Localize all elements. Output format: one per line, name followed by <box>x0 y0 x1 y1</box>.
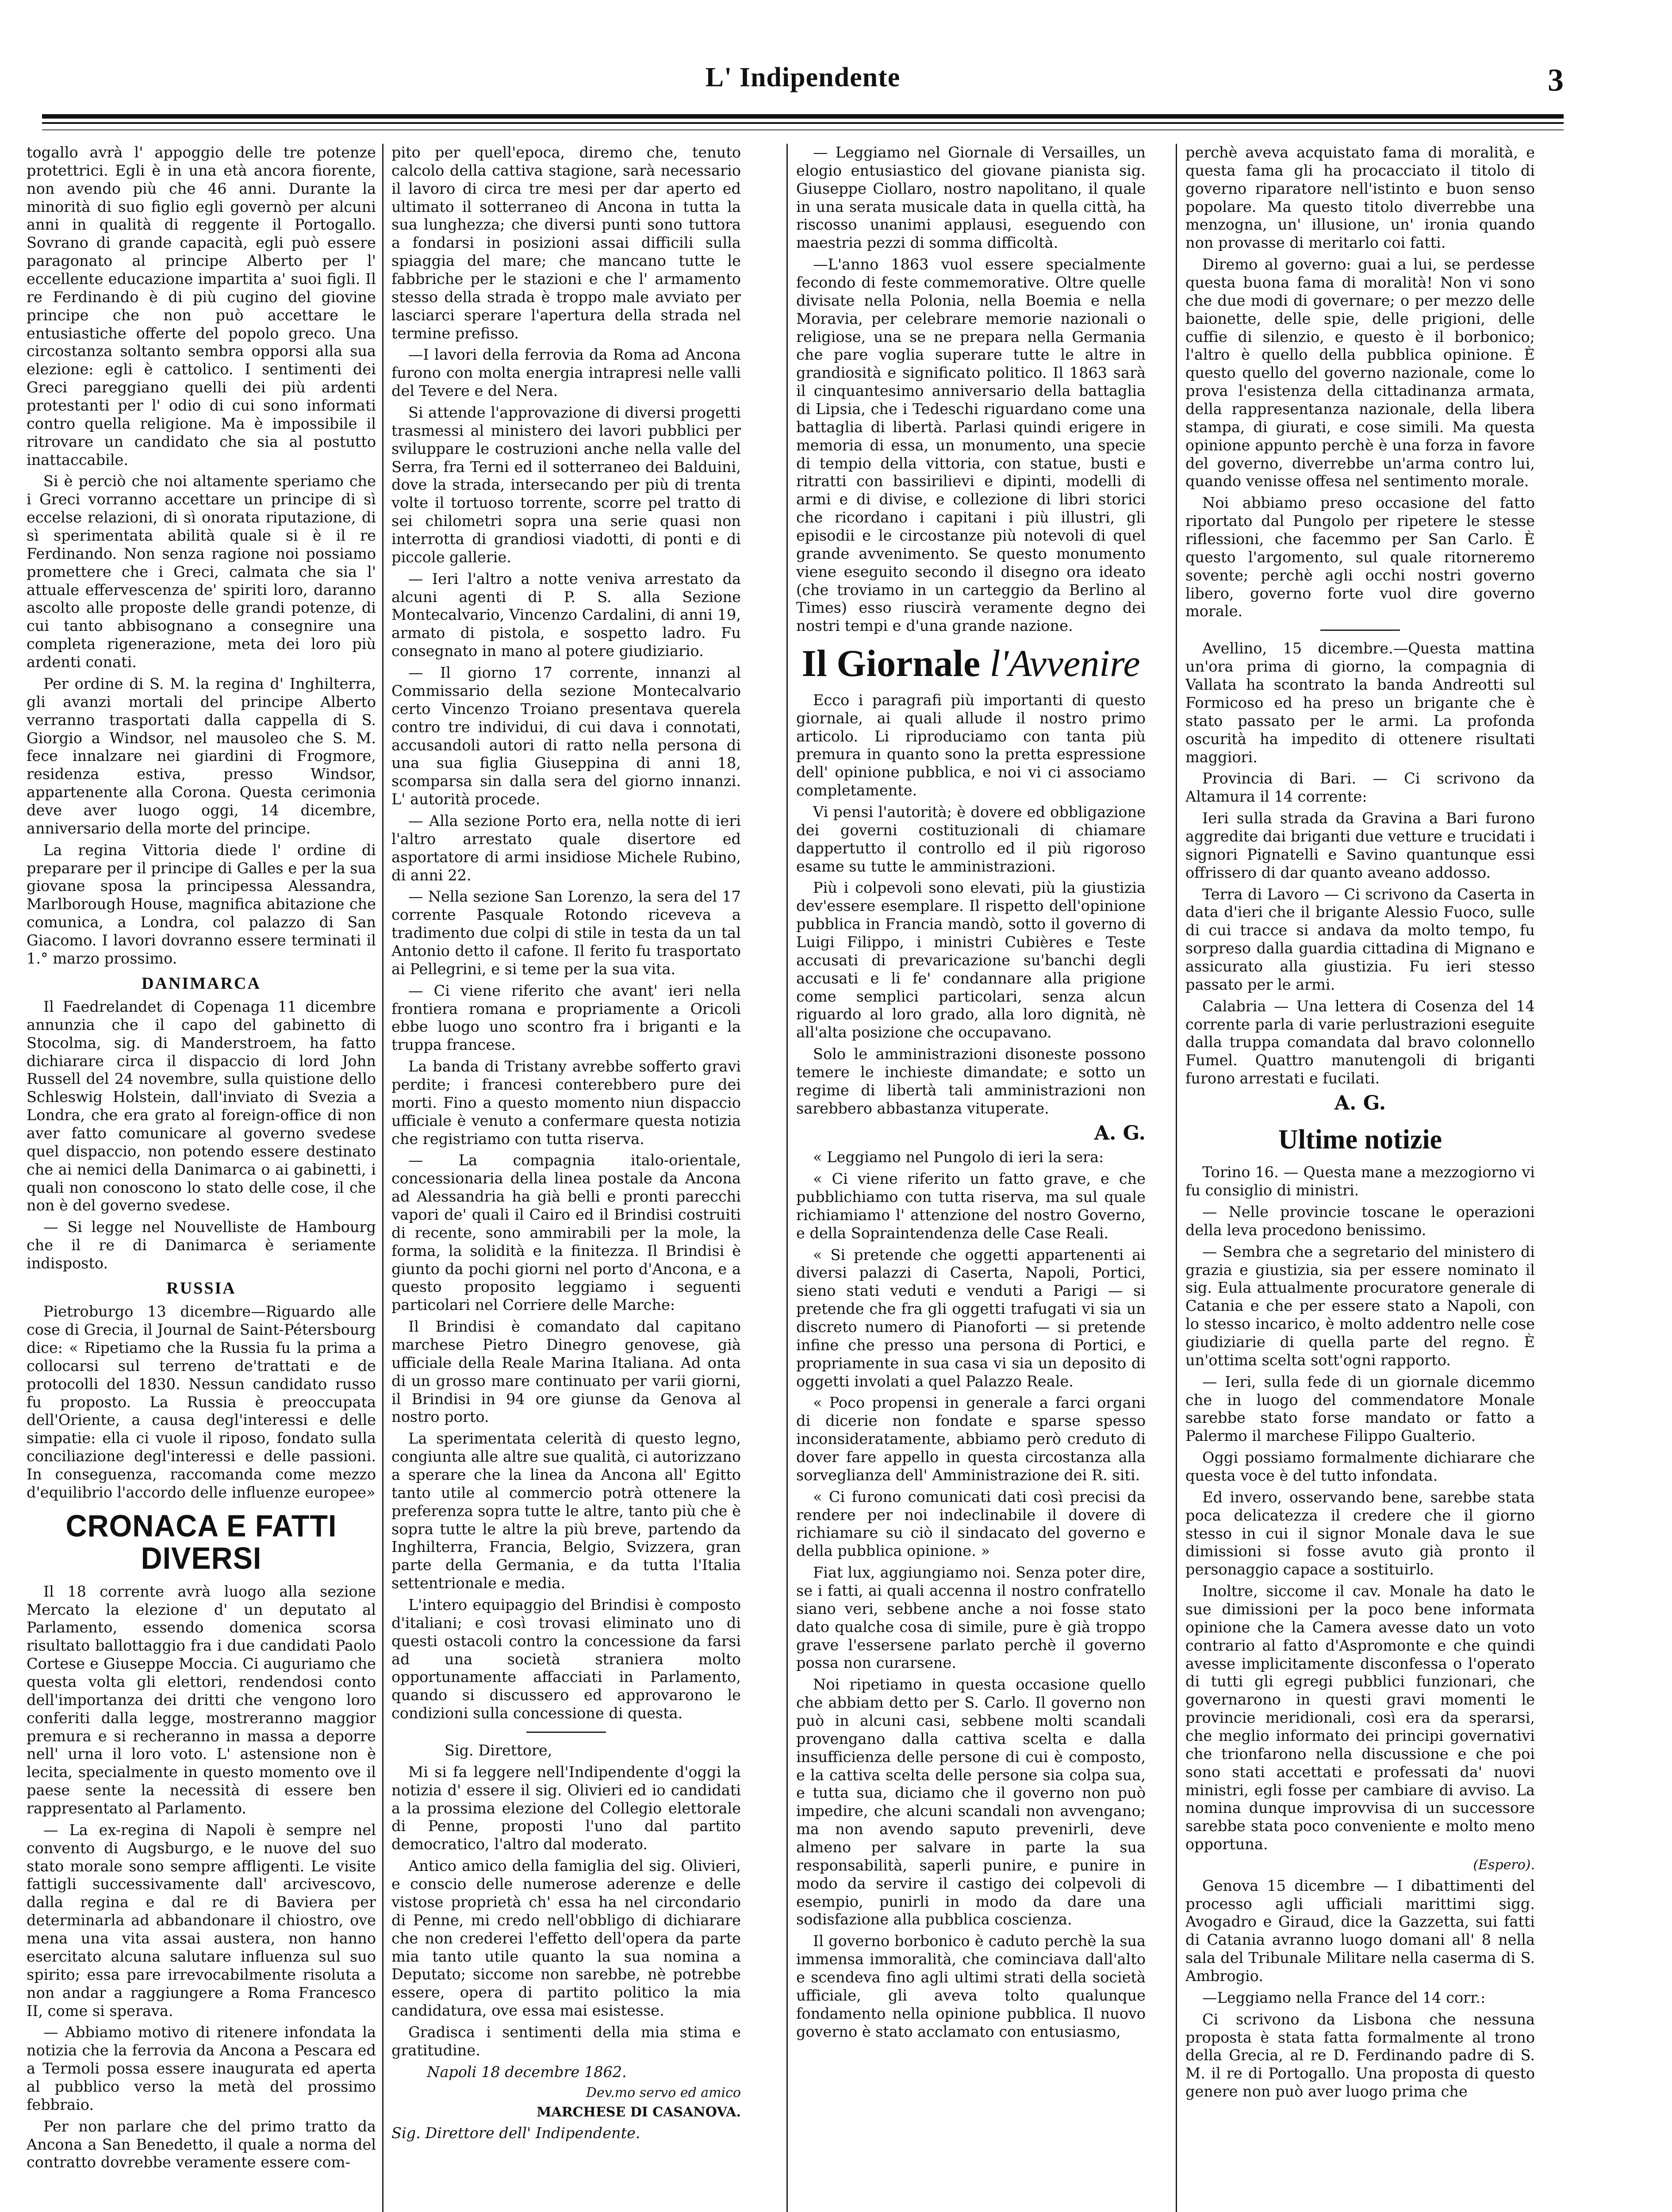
paper-title: L' Indipendente <box>705 62 901 92</box>
article-paragraph: — Sembra che a segretario del ministero di grazia e giustizia, sia per essere nominato il sig. Eula attualmente procuratore generale di Catania e che per essere stato a Napoli, con lo stesso incarico, è molto addentro nelle cose giudiziarie di quella parte del regno. È un'ottima scelta sott'ogni rapporto. <box>1185 1243 1535 1369</box>
article-paragraph: — Nelle provincie toscane le operazioni della leva procedono benissimo. <box>1185 1203 1535 1239</box>
masthead <box>42 53 1564 115</box>
section-heading-ultime-notizie: Ultime notizie <box>1278 1124 1442 1155</box>
article-paragraph: « Ci viene riferito un fatto grave, e che pubblichiamo con tutta riserva, ma sul quale richiamiamo l' attenzione del nostro Governo, e della Sopraintendenza delle Case Reali. <box>796 1170 1146 1242</box>
column-3 <box>796 144 1146 2212</box>
author-signature: A. G. <box>1334 1091 1386 1114</box>
letter-closing: Dev.mo servo ed amico <box>586 2085 741 2101</box>
article-paragraph: « Poco propensi in generale a farci organi di dicerie non fondate e sparse spesso inconsideratamente, abbiamo però creduto di dover fare appello in questa circostanza alla sorveglianza dell' Amministrazione dei R. siti. <box>796 1394 1146 1484</box>
article-paragraph: —I lavori della ferrovia da Roma ad Ancona furono con molta energia intrapresi nelle valli del Tevere e del Nera. <box>391 346 741 400</box>
article-paragraph: — Ci viene riferito che avant' ieri nella frontiera romana e propriamente a Oricoli ebbe luogo uno scontro fra i briganti e la truppa francese. <box>391 982 741 1054</box>
article-paragraph: — La ex-regina di Napoli è sempre nel convento di Augsburgo, e le nuove del suo stato morale sono sempre affligenti. Le visite fattigli successivamente dall' arcivescovo, dalla regina e dal re di Baviera per determinarla ad abbandonare il chiostro, ove mena una vita assai austera, non hanno esercitato alcuna salutare influenza sul suo spirito; essa pare irrevocabilmente risoluta a non andar a raggiungere a Roma Francesco II, come si sperava. <box>27 1821 376 2020</box>
article-paragraph: — Abbiamo motivo di ritenere infondata la notizia che la ferrovia da Ancona a Pescara ed a Termoli possa essere inaugurata ed aperta al pubblico verso la metà del prossimo febbraio. <box>27 2024 376 2113</box>
article-paragraph: La regina Vittoria diede l' ordine di preparare per il principe di Galles e per la sua giovane sposa la principessa Alessandra, Marlborough House, magnifica abitazione che comunica, a Londra, col palazzo di San Giacomo. I lavori dovranno essere terminati il 1.° marzo prossimo. <box>27 841 376 967</box>
article-paragraph: Fiat lux, aggiungiamo noi. Senza poter dire, se i fatti, ai quali accenna il nostro confratello siano veri, sebbene anche a noi fosse stato dato qualche cosa di simile, pure è già troppo grave l'essersene parlato perchè il governo possa non curarsene. <box>796 1564 1146 1672</box>
separator-rule <box>526 1732 606 1733</box>
article-paragraph: Ci scrivono da Lisbona che nessuna proposta è stata fatta formalmente al trono della Grecia, al re D. Ferdinando padre di S. M. il re di Portogallo. Una proposta di questo genere non può aver luogo prima che <box>1185 2010 1535 2101</box>
letter-paragraph: Mi si fa leggere nell'Indipendente d'oggi la notizia d' essere il sig. Olivieri ed io candidati a la prossima elezione del Collegio elettorale di Penne, proposti l'uno dal partito democratico, l'altro dal moderato. <box>391 1763 741 1853</box>
author-signature: A. G. <box>1094 1121 1146 1144</box>
article-paragraph: Pietroburgo 13 dicembre—Riguardo alle cose di Grecia, il Journal de Saint-Pétersbourg dice: « Ripetiamo che la Russia fu la prima a collocarsi sul terreno de'trattati e de protocolli del 1830. Nessun candidato russo fu proposto. La Russia è preoccupata dell'Oriente, a causa degl'interessi e delle simpatie: ella ci vuole il riposo, fondato sulla conciliazione degl'interessi e delle passioni. In conseguenza, raccomanda come mezzo d'equilibrio l'accordo delle influenze europee» <box>27 1303 376 1501</box>
letter-signer: MARCHESE DI CASANOVA. <box>537 2104 741 2120</box>
article-paragraph: Ecco i paragrafi più importanti di questo giornale, ai quali allude il nostro primo articolo. Li riproduciamo con tanta più premura in quanto sono la pretta espressione dell' opinione pubblica, e noi vi ci associamo completamente. <box>796 691 1146 799</box>
article-paragraph: Più i colpevoli sono elevati, più la giustizia dev'essere esemplare. Il rispetto dell'opinione pubblica in Francia mandò, sotto il governo di Luigi Filippo, i ministri Cubières e Teste accusati di prevaricazione su'banchi degli accusati e li fe' condannare alla prigione come semplici particolari, senza alcun riguardo al loro grado, alla loro dignità, nè all'alta posizione che occupavano. <box>796 879 1146 1041</box>
section-heading-cronaca: CRONACA E FATTI DIVERSI <box>65 1508 337 1576</box>
article-paragraph: Il Brindisi è comandato dal capitano marchese Pietro Dinegro genovese, già ufficiale della Reale Marina Italiana. Ad onta di un grosso mare continuato per varii giorni, il Brindisi in 94 ore giunse da Genova al nostro porto. <box>391 1318 741 1426</box>
column-divider <box>1176 144 1177 2212</box>
article-paragraph: L'intero equipaggio del Brindisi è composto d'italiani; e così trovasi eliminato uno di questi ostacoli contro la concessione da farsi ad una società straniera molto opportunamente affacciati in Parlamento, quando si discussero ed approvarono le condizioni sulla concessione di questa. <box>391 1596 741 1722</box>
column-4 <box>1185 144 1535 2212</box>
column-1 <box>27 144 376 2212</box>
article-paragraph: Terra di Lavoro — Ci scrivono da Caserta in data d'ieri che il brigante Alessio Fuoco, sulle di cui tracce si andava da molto tempo, fu sorpreso dalla guardia cittadina di Mignano e assicurato alla giustizia. Fu ieri stesso passato per le armi. <box>1185 885 1535 993</box>
article-paragraph: perchè aveva acquistato fama di moralità, e questa fama gli ha procacciato il titolo di governo riparatore nell'istinto e buon senso popolare. Ma questo titolo diverrebbe una menzogna, un' illusione, un' ironia quando non provasse di meritarlo coi fatti. <box>1185 144 1535 252</box>
article-paragraph: — Ieri l'altro a notte veniva arrestato da alcuni agenti di P. S. alla Sezione Montecalvario, Vincenzo Cardalini, di anni 19, armato di pistola, e sospetto ladro. Fu consegnato in mano al potere giudiziario. <box>391 570 741 660</box>
article-paragraph: — La compagnia italo-orientale, concessionaria della linea postale da Ancona ad Alessandria ha già belli e pronti parecchi vapori de' quali il Cairo ed il Brindisi costruiti di recente, sono ammirabili per la mole, la forma, la solidità e la finitezza. Il Brindisi è giunto da pochi giorni nel porto d'Ancona, e a questo proposito leggiamo i seguenti particolari nel Corriere delle Marche: <box>391 1152 741 1314</box>
header-rule-thick <box>42 114 1564 119</box>
column-2 <box>391 144 741 2212</box>
header-rule-thin-2 <box>42 129 1564 131</box>
article-paragraph: Ieri sulla strada da Gravina a Bari furono aggredite dai briganti due vetture e trucidati i signori Pignatelli e Savino quantunque essi offrissero di dar quanto aveano addosso. <box>1185 810 1535 881</box>
article-paragraph: Torino 16. — Questa mane a mezzogiorno vi fu consiglio di ministri. <box>1185 1164 1535 1199</box>
article-paragraph: « Ci furono comunicati dati così precisi da rendere per noi indeclinabile il dovere di richiamare su ciò il sindacato del governo e della pubblica opinione. » <box>796 1488 1146 1560</box>
article-paragraph: — Leggiamo nel Giornale di Versailles, un elogio entusiastico del giovane pianista sig. Giuseppe Ciollaro, nostro napolitano, il quale in una serata musicale data in quella città, ha riscosso unanimi applausi, eseguendo con maestria pezzi di somma difficoltà. <box>796 144 1146 252</box>
article-paragraph: La banda di Tristany avrebbe sofferto gravi perdite; i francesi conterebbero pure dei morti. Fino a questo momento niun dispaccio ufficiale è venuto a confermare questa notizia che registriamo con tutta riserva. <box>391 1058 741 1148</box>
article-paragraph: Calabria — Una lettera di Cosenza del 14 corrente parla di varie perlustrazioni eseguite dalla truppa comandata dal bravo colonnello Fumel. Quattro manutengoli di briganti furono arrestati e fucilati. <box>1185 997 1535 1087</box>
article-paragraph: Noi ripetiamo in questa occasione quello che abbiam detto per S. Carlo. Il governo non può in alcuni casi, sebbene molti scandali provengano dalla cattiva scelta e dalla insufficienza delle persone di cui è composto, e la cattiva scelta delle persone sia colpa sua, e tutta sua, diciamo che il governo non può impedire, che alcuni scandali non avvengano; ma non avendo saputo prevenirli, deve almeno per salvare in parte la sua responsabilità, saperli punire, e punire in modo da servire il castigo dei colpevoli di esempio, punirli in modo da dare una sodisfazione alla pubblica coscienza. <box>796 1676 1146 1928</box>
letter-salutation: Sig. Direttore, <box>445 1742 552 1759</box>
article-paragraph: Avellino, 15 dicembre.—Questa mattina un'ora prima di giorno, la compagnia di Vallata ha scontrato la banda Andreotti sul Formicoso ed ha preso un brigante che è stato passato per le armi. La profonda oscurità ha impedito di ottenere risultati maggiori. <box>1185 640 1535 766</box>
article-paragraph: Si attende l'approvazione di diversi progetti trasmessi al ministero dei lavori pubblici per sviluppare le costruzioni anche nella valle del Serra, fra Terni ed il sotterraneo dei Balduini, dove la strada, intersecando per più di trenta volte il tortuoso torrente, scorre pel tratto di sei chilometri sopra una serie quasi non interrotta di grandiosi viadotti, di ponti e di piccole gallerie. <box>391 404 741 566</box>
article-paragraph: — Ieri, sulla fede di un giornale dicemmo che in luogo del commendatore Monale sarebbe stato forse mandato or fatto a Palermo il marchese Filippo Gualterio. <box>1185 1373 1535 1445</box>
article-paragraph: Per non parlare che del primo tratto da Ancona a San Benedetto, il quale a norma del contratto dovrebbe veramente essere com- <box>27 2117 376 2171</box>
article-paragraph: —Leggiamo nella France del 14 corr.: <box>1202 1989 1486 2006</box>
article-paragraph: — Il giorno 17 corrente, innanzi al Commissario della sezione Montecalvario certo Vincenzo Troiano presentava querela contro tre individui, di cui dava i connotati, accusandoli autori di ratto nella persona di una sua figlia Giuseppina di anni 18, scomparsa sin dalla sera del giorno innanzi. L' autorità procede. <box>391 664 741 808</box>
column-divider <box>786 144 788 2212</box>
article-paragraph: Il governo borbonico è caduto perchè la sua immensa immoralità, che cominciava dall'alto e scendeva fino agli ultimi strati della società ufficiale, gli aveva tolto qualunque fondamento nella opinione pubblica. Il nuovo governo è stato acclamato con entusiasmo, <box>796 1932 1146 2040</box>
section-heading-danimarca: DANIMARCA <box>142 974 261 993</box>
section-heading-giornale <box>796 642 1146 684</box>
article-paragraph: — Si legge nel Nouvelliste de Hambourg che il re di Danimarca è seriamente indisposto. <box>27 1218 376 1272</box>
header-rule-thin <box>42 122 1564 124</box>
section-heading-russia: RUSSIA <box>166 1279 236 1298</box>
article-paragraph: « Si pretende che oggetti appartenenti ai diversi palazzi di Caserta, Napoli, Portici, sieno stati veduti e venduti a Parigi — si pretende che fra gli oggetti trafugati vi sia un discreto numero di Pianoforti — si pretende infine che presso una persona di Portici, e propriamente in sua casa vi sia un deposito di oggetti involati a quel Palazzo Reale. <box>796 1246 1146 1390</box>
column-divider <box>382 144 383 2212</box>
article-paragraph: « Leggiamo nel Pungolo di ieri la sera: <box>813 1148 1104 1166</box>
letter-paragraph: Gradisca i sentimenti della mia stima e gratitudine. <box>391 2023 741 2059</box>
page-number: 3 <box>1548 62 1564 98</box>
letter-date: Napoli 18 decembre 1862. <box>427 2063 627 2081</box>
article-paragraph: — Nella sezione San Lorenzo, la sera del 17 corrente Pasquale Rotondo riceveva a tradimento due colpi di stile in testa da un tal Antonio detto il cafone. Il ferito fu trasportato ai Pellegrini, e si teme per la sua vita. <box>391 888 741 978</box>
article-paragraph: Si è perciò che noi altamente speriamo che i Greci vorranno accettare un principe di sì eccelse relazioni, di sì onorata riputazione, di sì sperimentata abilità quale si è il re Ferdinando. Non senza ragione noi possiamo promettere che i Greci, calmata che sia l' attuale effervescenza de' spiriti loro, daranno ascolto alle proposte delle grandi potenze, di cui tanto abbisognano a consegnire una completa rigenerazione, meta dei loro più ardenti conati. <box>27 472 376 671</box>
letter-addressee: Sig. Direttore dell' Indipendente. <box>391 2124 640 2142</box>
article-paragraph: Oggi possiamo formalmente dichiarare che questa voce è del tutto infondata. <box>1185 1449 1535 1485</box>
article-paragraph: Noi abbiamo preso occasione del fatto riportato dal Pungolo per ripetere le stesse riflessioni, che facemmo per San Carlo. È questo l'argomento, sul quale ritorneremo sovente; perchè agli occhi nostri governo libero, governo forte vuol dire governo morale. <box>1185 494 1535 620</box>
heading-part-italic: l'Avvenire <box>989 642 1140 685</box>
source-credit: (Espero). <box>1473 1857 1535 1873</box>
letter-paragraph: Antico amico della famiglia del sig. Olivieri, e conscio delle numerose aderenze e delle vistose proprietà ch' essa ha nel circondario di Penne, mi credo nell'obbligo di dichiarare che non crederei l'effetto dell'opera da parte mia tanto utile quanto la sua nomina a Deputato; siccome non sarebbe, nè potrebbe essere, opera di partito politico la mia candidatura, ove essa mai esistesse. <box>391 1857 741 2020</box>
article-paragraph: Il Faedrelandet di Copenaga 11 dicembre annunzia che il capo del gabinetto di Stocolma, sig. di Manderstroem, ha fatto dichiarare circa il dispaccio di lord John Russell del 24 novembre, sulla quistione dello Schleswig Holstein, dall'inviato di Svezia a Londra, che era grato al foreign-office di non aver fatto comunicare al governo svedese quel dispaccio, non potendo essere destinato che ai nemici della Danimarca o ai gabinetti, i quali non conoscono lo stato delle cose, il che non è del governo svedese. <box>27 998 376 1214</box>
article-paragraph: — Alla sezione Porto era, nella notte di ieri l'altro arrestato quale disertore ed asportatore di armi insidiose Michele Rubino, di anni 22. <box>391 812 741 884</box>
article-paragraph: Diremo al governo: guai a lui, se perdesse questa buona fama di moralità! Non vi sono che due modi di governare; o per mezzo delle baionette, delle spie, delle prigioni, delle cuffie di silenzio, e questo è il borbonico; l'altro è quello della pubblica opinione. È questo quello del governo nazionale, come lo prova l'esistenza della cittadinanza armata, della rappresentanza nazionale, della libera stampa, di giurati, e cose simili. Ma questa opinione appunto perchè è una forza in favore del governo, diverrebbe un'arma contro lui, quando venisse offesa nel sentimento morale. <box>1185 256 1535 490</box>
article-paragraph: —L'anno 1863 vuol essere specialmente fecondo di feste commemorative. Oltre quelle divisate nella Polonia, nella Boemia e nella Moravia, per celebrare memorie nazionali o religiose, una se ne prepara nella Germania che pare voglia superare tutte le altre in grandiosità e significato politico. Il 1863 sarà il cinquantesimo anniversario della battaglia di Lipsia, che i Tedeschi riguardano come una battaglia di libertà. Parlasi quindi erigere in memoria di essa, un monumento, una specie di tempio della vittoria, con statue, busti e ritratti con bassirilievi e dipinti, modelli di armi e di divise, e collezione di libri storici che ricordano i capitani i più illustri, gli episodii e le circostanze più notevoli di quel grande avvenimento. Se questo monumento viene eseguito secondo il disegno ora ideato (che troviamo in un carteggio da Berlino al Times) esso riuscirà veramente degno dei nostri tempi e d'una grande nazione. <box>796 256 1146 635</box>
article-paragraph: Vi pensi l'autorità; è dovere ed obbligazione dei governi costituzionali di chiamare dappertutto il controllo ed il più rigoroso esame su tutte le amministrazioni. <box>796 803 1146 875</box>
article-paragraph: togallo avrà l' appoggio delle tre potenze protettrici. Egli è in una età ancora fiorente, non avendo più che 46 anni. Durante la minorità di suo figlio egli governò per alcuni anni in qualità di reggente il Portogallo. Sovrano di grande capacità, egli può essere paragonato al principe Alberto per l' eccellente educazione impartita a' suoi figli. Il re Ferdinando è di più cugino del giovine principe che non può accettare le entusiastiche offerte del popolo greco. Una circostanza soltanto sembra opporsi alla sua elezione: egli è cattolico. I sentimenti dei Greci pareggiano quelli dei più ardenti protestanti per l' odio di cui sono informati contro quella religione. Ma è impossibile il ritrovare un candidato che sia al postutto inattaccabile. <box>27 144 376 469</box>
article-paragraph: Per ordine di S. M. la regina d' Inghilterra, gli avanzi mortali del principe Alberto verranno trasportati dalla cappella di S. Giorgio a Windsor, nel mausoleo che S. M. fece innalzare nei giardini di Frogmore, residenza estiva, presso Windsor, appartenente alla Corona. Questa cerimonia deve aver luogo oggi, 14 dicembre, anniversario della morte del principe. <box>27 675 376 837</box>
article-paragraph: Provincia di Bari. — Ci scrivono da Altamura il 14 corrente: <box>1185 770 1535 806</box>
article-paragraph: Inoltre, siccome il cav. Monale ha dato le sue dimissioni per la poco bene informata opinione che la Camera avesse dato un voto contrario al fatto d'Aspromonte e che quindi avesse implicitamente disconfessa o l'operato di tutti gli egregi pubblici funzionari, che governarono in questi gravi momenti le provincie meridionali, così era da sperarsi, che meglio informato dei principi governativi che trionfarono nella discussione e che poi sono stati accettati e professati da' nuovi ministri, egli fosse per cambiare di avviso. La nomina dunque improvvisa di un successore sarebbe stata poco conveniente e molto meno opportuna. <box>1185 1582 1535 1853</box>
article-paragraph: Il 18 corrente avrà luogo alla sezione Mercato la elezione d' un deputato al Parlamento, essendo domenica scorsa risultato ballottaggio fra i due candidati Paolo Cortese e Giuseppe Moccia. Ci auguriamo che questa volta gli elettori, rendendosi conto dell'importanza dei dritti che vengono loro conferiti dalla legge, mostreranno maggior premura e si recheranno in massa a deporre nell' urna il loro voto. L' astensione non è lecita, specialmente in questo momento ove il paese sente la necessità di essere ben rappresentato al Parlamento. <box>27 1582 376 1817</box>
article-paragraph: Genova 15 dicembre — I dibattimenti del processo agli ufficiali marittimi sigg. Avogadro e Giraud, dice la Gazzetta, sui fatti di Catania avranno luogo domani all' 8 nella sala del Tribunale Militare nella caserma di S. Ambrogio. <box>1185 1877 1535 1985</box>
separator-rule <box>1320 630 1400 631</box>
article-paragraph: pito per quell'epoca, diremo che, tenuto calcolo della cattiva stagione, sarà necessario il lavoro di circa tre mesi per dar aperto ed ultimato il sotterraneo di Ancona in tutta la sua lunghezza; che diversi punti sono tuttora a fondarsi in posizioni assai difficili sulla spiaggia del mare; che mancano tutte le fabbriche per le stazioni e che l' armamento stesso della strada è troppo male avviato per lasciarci sperare l'apertura della strada nel termine prefisso. <box>391 144 741 342</box>
article-paragraph: Ed invero, osservando bene, sarebbe stata poca delicatezza il credere che il giorno stesso in cui il signor Monale dava le sue dimissioni si fosse avuto già pronto il personaggio capace a sostituirlo. <box>1185 1488 1535 1578</box>
article-paragraph: La sperimentata celerità di questo legno, congiunta alle altre sue qualità, ci autorizzano a sperare che la linea da Ancona all' Egitto tanto utile al commercio potrà ottenere la preferenza sopra tutte le altre, tanto più che è sopra tutte le altre la più breve, partendo da Inghilterra, Francia, Belgio, Svizzera, gran parte della Germania, e da tutta l'Italia settentrionale e media. <box>391 1430 741 1592</box>
heading-part: Il Giornale <box>801 642 981 685</box>
article-paragraph: Solo le amministrazioni disoneste possono temere le inchieste dimandate; e sotto un regime di libertà tali amministrazioni non sarebbero abbastanza vituperate. <box>796 1045 1146 1117</box>
